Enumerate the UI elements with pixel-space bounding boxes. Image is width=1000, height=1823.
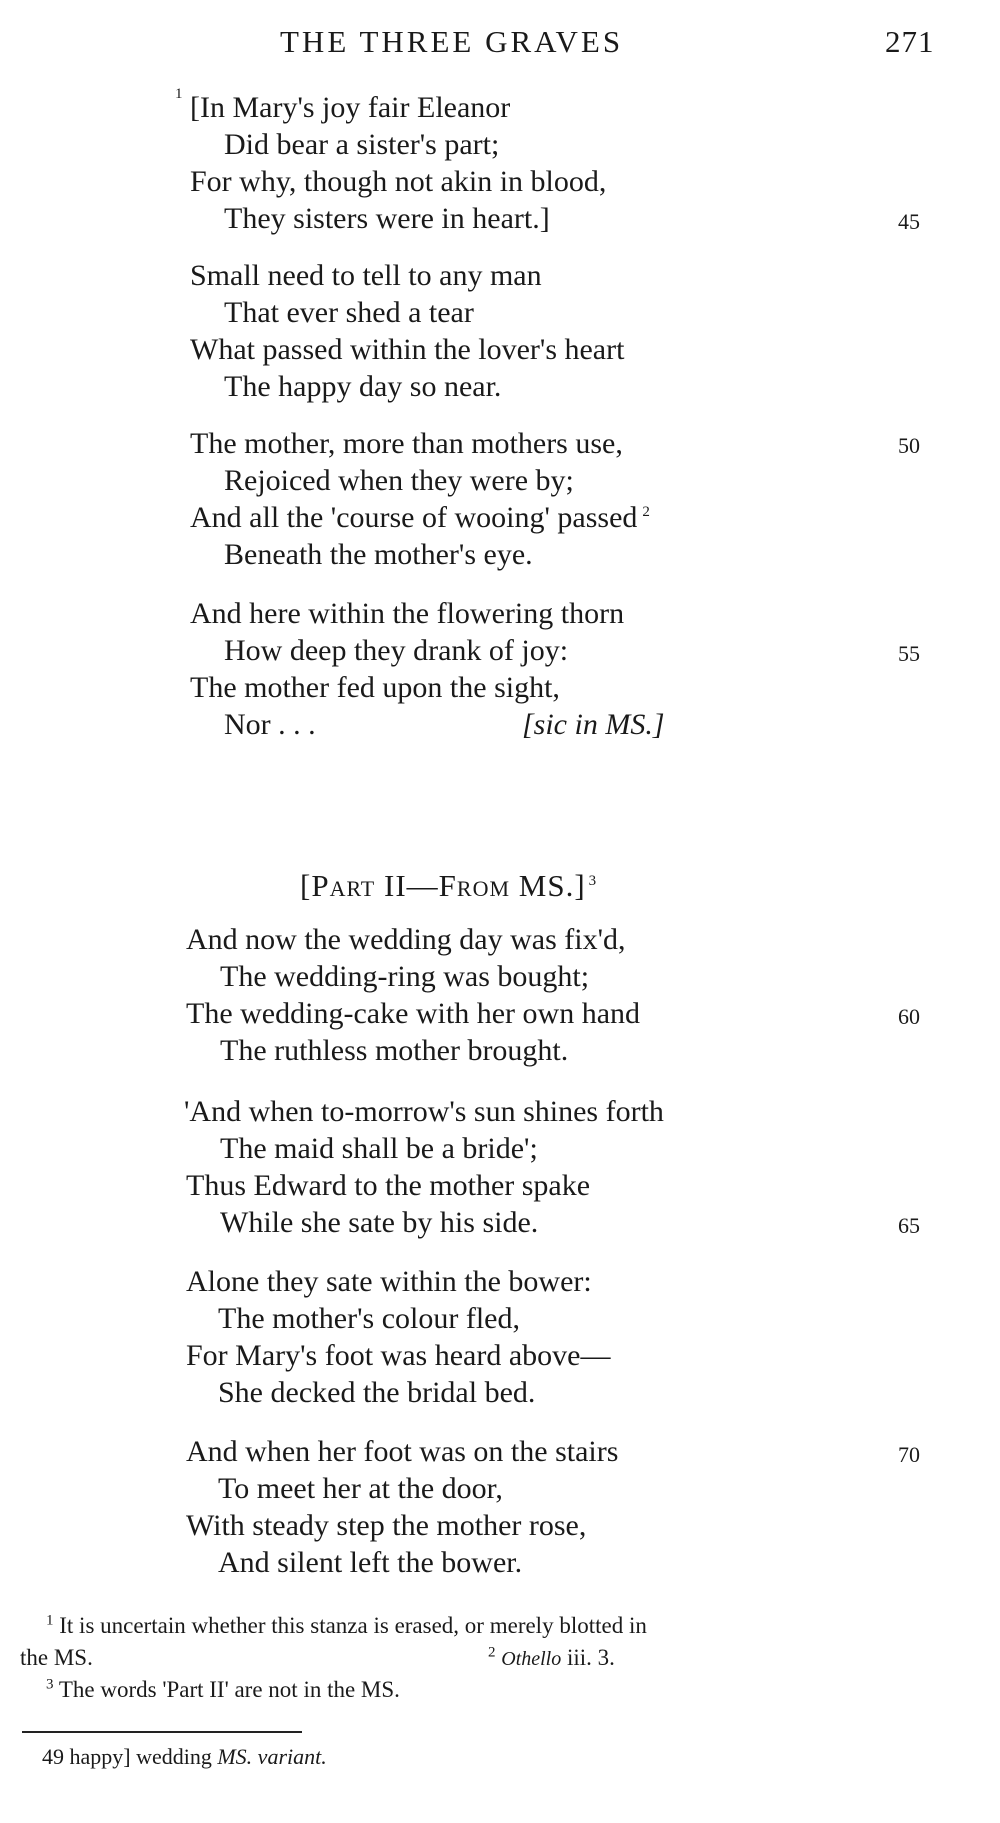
- footnote-work-title: Othello: [501, 1648, 562, 1670]
- verse-line: Beneath the mother's eye.: [224, 538, 533, 571]
- verse-line: And silent left the bower.: [218, 1546, 523, 1579]
- footnote-number: 3: [46, 1676, 54, 1693]
- verse-line: To meet her at the door,: [218, 1472, 503, 1505]
- line-number: 65: [898, 1213, 920, 1238]
- verse-line: The ruthless mother brought.: [220, 1034, 569, 1067]
- footnote-2: [488, 1642, 615, 1675]
- line-number: 45: [898, 209, 920, 234]
- verse-line: And here within the flowering thorn: [190, 597, 625, 630]
- verse-line: How deep they drank of joy:: [224, 634, 569, 667]
- verse-line: The mother, more than mothers use,: [190, 427, 623, 460]
- footnote-reference: iii. 3.: [567, 1645, 615, 1670]
- verse-line: [In Mary's joy fair Eleanor: [190, 91, 511, 124]
- line-number: 60: [898, 1004, 920, 1029]
- line-number: 55: [898, 641, 920, 666]
- footnote-marker: 2: [642, 504, 650, 520]
- running-title: THE THREE GRAVES: [280, 24, 624, 59]
- verse-line: The mother fed upon the sight,: [190, 671, 560, 704]
- footnote-text: the MS.: [20, 1645, 93, 1670]
- part-heading: [300, 868, 597, 904]
- verse-line: The wedding-cake with her own hand: [186, 997, 641, 1030]
- footnote-marker: 3: [588, 872, 598, 889]
- variant-line-ref: 49 happy]: [42, 1744, 131, 1769]
- line-number: 70: [898, 1442, 920, 1467]
- verse-line: Small need to tell to any man: [190, 259, 542, 292]
- editorial-note: [sic in MS.]: [522, 708, 665, 741]
- verse-line: They sisters were in heart.]: [224, 202, 550, 235]
- verse-line: She decked the bridal bed.: [218, 1376, 536, 1409]
- footnote-number: 2: [488, 1644, 496, 1661]
- page-number: 271: [885, 24, 935, 59]
- footnote-rule: [22, 1731, 302, 1733]
- verse-line: The maid shall be a bride';: [220, 1132, 538, 1165]
- footnote-number: 1: [46, 1612, 54, 1629]
- heading-ms: MS.]: [510, 868, 586, 903]
- book-page: THE THREE GRAVES 271 1 [In Mary's joy fair Eleanor Did bear a sister's part; For why, though not akin in blood, They sisters were in heart.] 45 Small need to tell to any man That ever shed a tear What passed within the lover's heart The happy day so near. The mother, more than mothers use, 50 Rejoiced when they were by; And all the 'course of wooing' passed $^2$ Beneath the mother's eye. And here within the flowering thorn How deep they drank of joy: 55 The mother fed upon the sight, Nor . . . [sic in MS.] [Part II—From MS.] $^3$ And now the wedding day was fix'd, The wedding-ring was bought; The wedding-cake with her own hand 60 The ruthless mother brought. 'And when to-morrow's sun shines forth The maid shall be a bride'; Thus Edward to the mother spake While she sate by his side. 65 Alone they sate within the bower: The mother's colour fled, For Mary's foot was heard above— She decked the bridal bed. And when her foot was on the stairs 70 To meet her at the door, With steady step the mother rose, And silent left the bower. $^1$ It is uncertain whether this stanza is erased, or merely blotted in the MS. $^2$ Othello iii. 3. $^3$ The words 'Part II' are not in the MS. 49 happy] wedding MS. variant.: [0, 0, 1000, 1823]
- line-number: 50: [898, 433, 920, 458]
- verse-line: Thus Edward to the mother spake: [186, 1169, 591, 1202]
- footnote-3: [46, 1674, 400, 1706]
- variant-reading: wedding: [136, 1744, 212, 1769]
- verse-text: And all the 'course of wooing' passed: [190, 501, 638, 534]
- heading-middle: II—: [375, 868, 439, 903]
- verse-line: And now the wedding day was fix'd,: [186, 923, 626, 956]
- verse-line: What passed within the lover's heart: [190, 333, 625, 366]
- verse-line: That ever shed a tear: [224, 296, 474, 329]
- verse-line: For why, though not akin in blood,: [190, 165, 607, 198]
- verse-line: The happy day so near.: [224, 370, 502, 403]
- verse-line: With steady step the mother rose,: [186, 1509, 587, 1542]
- verse-line: Rejoiced when they were by;: [224, 464, 574, 497]
- variant-note: [42, 1744, 327, 1770]
- footnote-1: [46, 1610, 946, 1642]
- verse-line: Did bear a sister's part;: [224, 128, 500, 161]
- verse-line: [190, 500, 650, 536]
- verse-line: And when her foot was on the stairs: [186, 1435, 619, 1468]
- verse-line: The wedding-ring was bought;: [220, 960, 590, 993]
- footnote-text: It is uncertain whether this stanza is erased, or merely blotted in: [59, 1613, 647, 1638]
- heading-part: Part: [311, 868, 376, 903]
- verse-line: While she sate by his side.: [220, 1206, 539, 1239]
- verse-line: 'And when to-morrow's sun shines forth: [184, 1095, 664, 1128]
- footnote-text: The words 'Part II' are not in the MS.: [58, 1677, 400, 1702]
- verse-line: Alone they sate within the bower:: [186, 1265, 592, 1298]
- verse-line: The mother's colour fled,: [218, 1302, 520, 1335]
- footnote-1-continued: [20, 1642, 93, 1674]
- heading-bracket: [: [300, 868, 312, 903]
- heading-from: From: [438, 868, 511, 903]
- verse-line: For Mary's foot was heard above—: [186, 1339, 611, 1372]
- variant-source: MS. variant.: [217, 1744, 327, 1769]
- verse-line: Nor . . .: [224, 708, 316, 741]
